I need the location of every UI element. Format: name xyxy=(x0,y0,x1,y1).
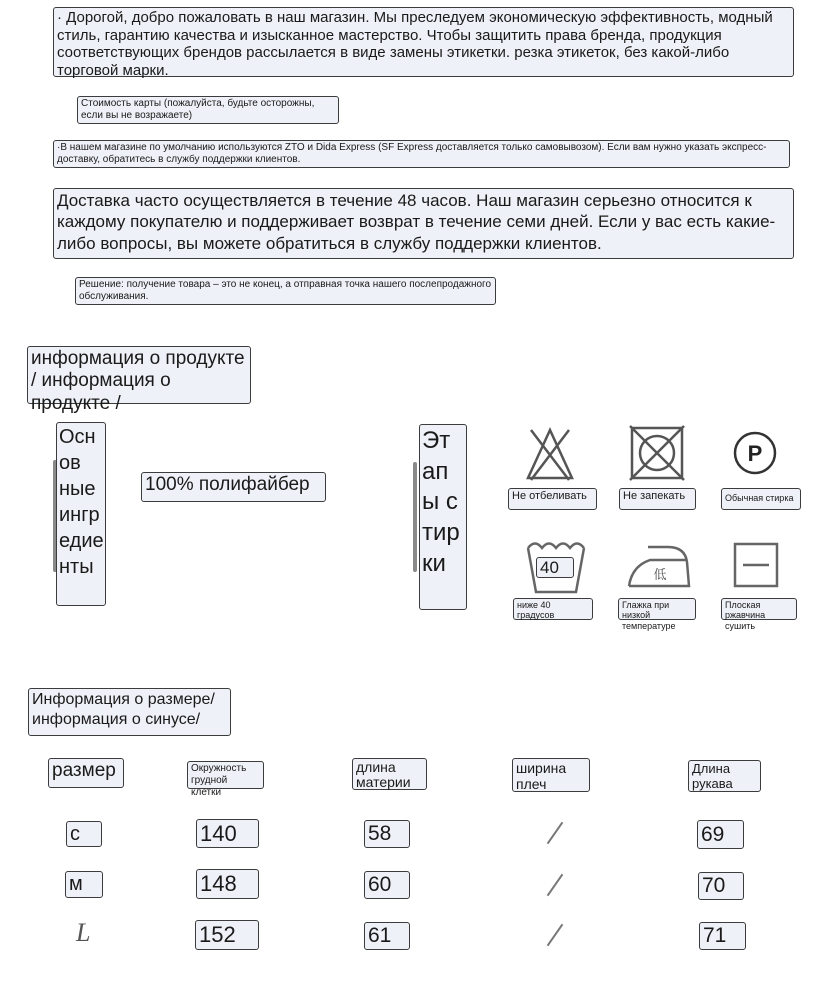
length-cell-l: 61 xyxy=(364,922,410,950)
p-symbol: P xyxy=(747,441,763,466)
chest-header: Окружность грудной клетки xyxy=(187,761,264,789)
length-cell-s: 58 xyxy=(364,820,410,848)
wash-divider xyxy=(413,462,417,572)
shoulder-cell-s xyxy=(547,822,564,844)
low-temp-iron-icon xyxy=(626,540,692,590)
length-header: длина материи xyxy=(352,758,427,790)
delivery-notice: Доставка часто осуществляется в течение 48 часов. Наш магазин серьезно относится к каждому покупателю и поддерживает возврат в течение семи дней. Если у вас есть какие-либо вопросы, вы можете обратиться в службу поддержки клиентов. xyxy=(53,188,794,259)
flat-dry-icon xyxy=(733,542,779,588)
ingredients-value: 100% полифайбер xyxy=(141,472,326,502)
welcome-notice: · Дорогой, добро пожаловать в наш магазин. Мы преследуем экономическую эффективность, модный стиль, гарантию качества и изысканное мастерство. Чтобы защитить права бренда, продукция соответствующих брендов рассылается в виде замены этикетки. резка этикеток, без какой-либо торговой марки. xyxy=(53,7,794,77)
shoulder-cell-l xyxy=(547,924,564,946)
length-cell-m: 60 xyxy=(364,871,410,899)
size-header: размер xyxy=(48,758,124,788)
wash-steps-label: Эт ап ы с тир ки xyxy=(419,424,467,610)
size-cell-s: с xyxy=(66,821,102,847)
shoulder-cell-m xyxy=(547,874,564,896)
sleeve-cell-m: 70 xyxy=(698,872,744,900)
flat-dry-label: Плоская ржавчина сушить xyxy=(721,598,797,620)
solution-notice: Решение: получение товара – это не конец, а отправная точка нашего послепродажного обслуживания. xyxy=(75,277,496,305)
express-notice: ·В нашем магазине по умолчанию используются ZTO и Dida Express (SF Express доставляется только самовывозом). Если вам нужно указать экспресс-доставку, обратитесь в службу поддержки клиентов. xyxy=(53,140,790,168)
shoulder-header: ширина плеч xyxy=(512,758,590,792)
wash-temperature-value: 40 xyxy=(536,557,574,578)
chest-cell-s: 140 xyxy=(196,819,259,848)
product-info-heading: информация о продукте / информация о продукте / xyxy=(27,346,251,404)
no-tumble-label: Не запекать xyxy=(619,488,696,510)
sleeve-cell-l: 71 xyxy=(699,922,746,950)
sleeve-cell-s: 69 xyxy=(697,820,744,849)
below-40-label: ниже 40 градусов xyxy=(513,598,593,620)
no-bleach-label: Не отбеливать xyxy=(508,488,597,510)
no-tumble-dry-icon xyxy=(628,425,686,481)
card-cost-notice: Стоимость карты (пожалуйста, будьте осторожны, если вы не возражаете) xyxy=(77,96,339,124)
no-bleach-icon xyxy=(525,426,575,482)
normal-wash-label: Обычная стирка xyxy=(721,488,801,510)
ingredients-label: Осн ов ные ингр едие нты xyxy=(56,422,106,606)
size-cell-m: м xyxy=(65,871,103,898)
sleeve-header: Длина рукава xyxy=(688,760,761,792)
professional-clean-p-icon xyxy=(732,430,778,476)
iron-low-label: Глажка при низкой температуре xyxy=(618,598,696,620)
chest-cell-l: 152 xyxy=(195,920,259,950)
size-cell-l: L xyxy=(76,918,91,947)
chest-cell-m: 148 xyxy=(196,869,259,899)
iron-glyph: 低 xyxy=(653,568,667,583)
size-info-heading: Информация о размере/ информация о синусе/ xyxy=(28,688,231,736)
